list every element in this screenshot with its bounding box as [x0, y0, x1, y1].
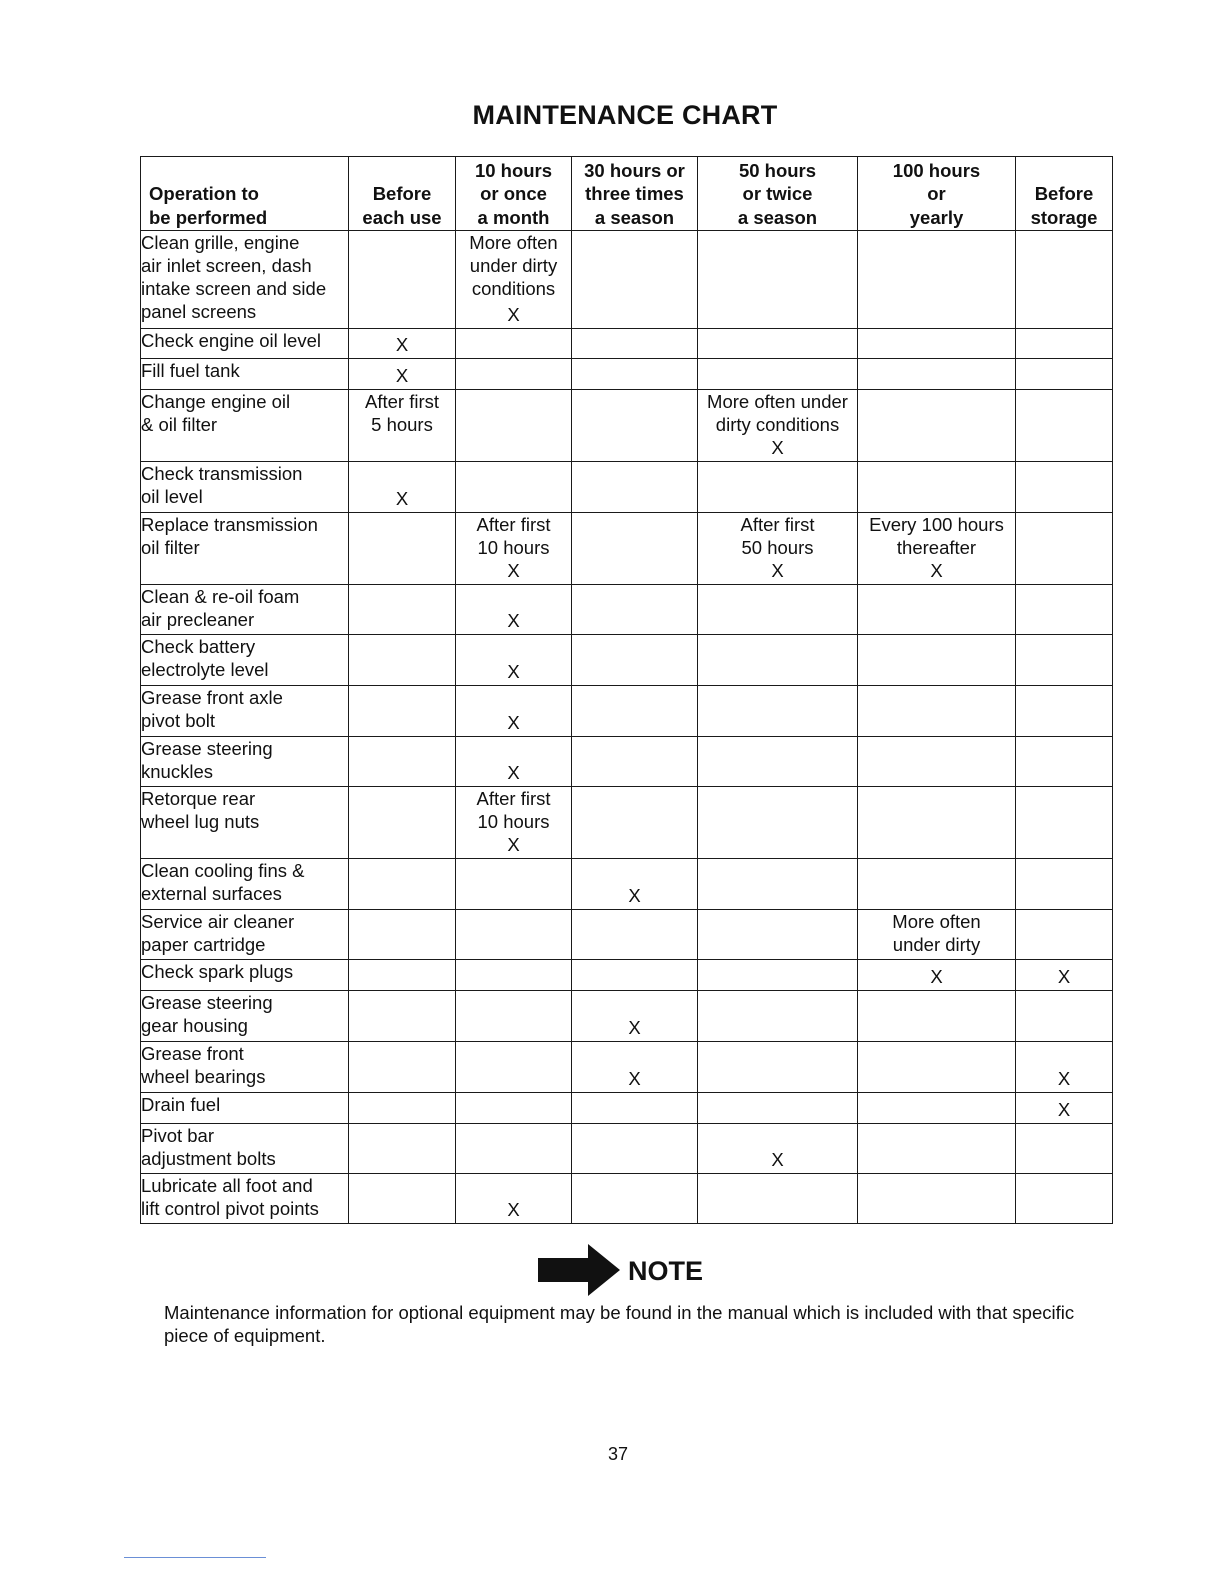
table-row	[141, 513, 1113, 585]
schedule-note-line: 10 hours	[477, 811, 550, 832]
x-mark: X	[395, 334, 409, 355]
x-mark: X	[507, 661, 520, 682]
operation-line: adjustment bolts	[141, 1148, 276, 1169]
table-row	[141, 329, 1113, 359]
schedule-cell	[456, 859, 572, 910]
schedule-cell	[456, 910, 572, 960]
operation-line: Check transmission	[141, 463, 303, 484]
note-label: NOTE	[628, 1256, 704, 1286]
schedule-cell	[1016, 635, 1113, 686]
operation-cell	[141, 1174, 349, 1224]
schedule-cell	[858, 737, 1016, 787]
column-header-line: 50 hours	[738, 159, 817, 181]
table-row	[141, 390, 1113, 462]
schedule-note-line: thereafter	[896, 537, 977, 558]
column-header-line: Before	[372, 183, 432, 204]
schedule-cell	[349, 960, 456, 991]
schedule-cell	[1016, 231, 1113, 329]
operation-line: Check engine oil level	[141, 330, 321, 351]
schedule-cell	[858, 859, 1016, 910]
operation-line: Fill fuel tank	[141, 360, 240, 381]
schedule-cell	[698, 1042, 858, 1093]
schedule-cell	[349, 635, 456, 686]
operation-cell	[141, 859, 349, 910]
table-row	[141, 910, 1113, 960]
column-header-line: a season	[737, 206, 818, 228]
schedule-cell	[1016, 991, 1113, 1042]
schedule-cell	[1016, 1042, 1113, 1093]
schedule-cell	[858, 686, 1016, 737]
schedule-cell	[858, 462, 1016, 513]
operation-line: Service air cleaner	[141, 911, 295, 932]
x-mark: X	[507, 610, 520, 631]
maintenance-chart-table	[140, 156, 1113, 1224]
x-mark: X	[771, 1149, 784, 1170]
table-row	[141, 960, 1113, 991]
page-number: 37	[607, 1444, 629, 1464]
schedule-cell	[698, 910, 858, 960]
schedule-cell	[698, 231, 858, 329]
schedule-cell	[349, 585, 456, 635]
schedule-cell	[858, 1124, 1016, 1174]
schedule-cell	[1016, 359, 1113, 390]
schedule-cell	[572, 1093, 698, 1124]
operation-line: lift control pivot points	[141, 1198, 319, 1219]
table-row	[141, 1042, 1113, 1093]
x-mark: X	[628, 885, 641, 906]
table-row	[141, 462, 1113, 513]
schedule-cell	[456, 1042, 572, 1093]
schedule-note-line: After first	[740, 514, 815, 535]
schedule-note-line: More often	[469, 232, 558, 253]
schedule-cell	[1016, 787, 1113, 859]
schedule-cell	[572, 329, 698, 359]
schedule-cell	[456, 513, 572, 585]
schedule-cell	[1016, 1093, 1113, 1124]
operation-line: knuckles	[141, 761, 213, 782]
table-row	[141, 859, 1113, 910]
schedule-cell	[572, 859, 698, 910]
operation-line: external surfaces	[141, 883, 282, 904]
schedule-cell	[698, 329, 858, 359]
operation-cell	[141, 635, 349, 686]
column-header	[698, 157, 858, 231]
operation-line: electrolyte level	[141, 659, 269, 680]
schedule-cell	[349, 787, 456, 859]
schedule-cell	[698, 960, 858, 991]
operation-cell	[141, 960, 349, 991]
schedule-cell	[572, 359, 698, 390]
schedule-cell	[858, 991, 1016, 1042]
schedule-cell	[1016, 1124, 1113, 1174]
schedule-cell	[698, 787, 858, 859]
schedule-cell	[858, 1093, 1016, 1124]
operation-line: Clean cooling fins &	[141, 860, 305, 881]
schedule-note-line: After first	[364, 391, 439, 412]
column-header	[572, 157, 698, 231]
x-mark: X	[507, 560, 520, 581]
column-header-line: or	[927, 183, 946, 204]
schedule-cell	[456, 635, 572, 686]
schedule-cell	[1016, 513, 1113, 585]
operation-cell	[141, 686, 349, 737]
schedule-cell	[1016, 585, 1113, 635]
operation-line: Grease front axle	[141, 687, 283, 708]
operation-cell	[141, 787, 349, 859]
column-header-line: each use	[362, 206, 442, 228]
operation-cell	[141, 462, 349, 513]
operation-line: wheel bearings	[141, 1066, 266, 1087]
column-header-line: yearly	[909, 206, 964, 228]
operation-line: Replace transmission	[141, 514, 318, 535]
column-header-line: 30 hours or	[584, 159, 685, 181]
x-mark: X	[628, 1017, 641, 1038]
arrow-right-icon	[538, 1242, 622, 1298]
table-row	[141, 231, 1113, 329]
schedule-cell	[456, 686, 572, 737]
schedule-cell	[858, 910, 1016, 960]
x-mark: X	[1057, 1068, 1071, 1089]
operation-line: Clean grille, engine	[141, 232, 300, 253]
schedule-cell	[572, 686, 698, 737]
schedule-cell	[858, 329, 1016, 359]
schedule-note-line: 50 hours	[741, 537, 814, 558]
schedule-note-line: After first	[476, 788, 551, 809]
x-mark: X	[1057, 1099, 1071, 1120]
x-mark: X	[771, 560, 784, 581]
column-header	[141, 157, 349, 231]
schedule-cell	[349, 1174, 456, 1224]
schedule-cell	[1016, 910, 1113, 960]
operation-cell	[141, 991, 349, 1042]
column-header-line: 10 hours	[474, 159, 553, 181]
schedule-cell	[456, 787, 572, 859]
schedule-cell	[1016, 859, 1113, 910]
operation-cell	[141, 910, 349, 960]
schedule-cell	[572, 390, 698, 462]
operation-line: Check spark plugs	[141, 961, 294, 982]
schedule-cell	[456, 991, 572, 1042]
schedule-cell	[456, 231, 572, 329]
operation-cell	[141, 231, 349, 329]
operation-line: Check battery	[141, 636, 256, 657]
operation-line: oil filter	[141, 537, 200, 558]
operation-line: Change engine oil	[141, 391, 291, 412]
column-header	[1016, 157, 1113, 231]
schedule-cell	[1016, 686, 1113, 737]
schedule-cell	[572, 462, 698, 513]
schedule-cell	[572, 1174, 698, 1224]
schedule-note-line: under dirty	[469, 255, 558, 276]
schedule-cell	[858, 513, 1016, 585]
schedule-cell	[698, 635, 858, 686]
column-header-line: be performed	[149, 206, 268, 228]
schedule-cell	[698, 359, 858, 390]
schedule-cell	[1016, 960, 1113, 991]
schedule-note-line: under dirty	[892, 934, 981, 955]
chart-body	[141, 231, 1113, 1224]
column-header-line: a month	[477, 206, 550, 228]
schedule-cell	[456, 329, 572, 359]
operation-line: Grease front	[141, 1043, 244, 1064]
operation-line: air precleaner	[141, 609, 255, 630]
operation-cell	[141, 585, 349, 635]
schedule-cell	[698, 686, 858, 737]
operation-line: Grease steering	[141, 738, 273, 759]
schedule-cell	[349, 991, 456, 1042]
operation-line: Clean & re-oil foam	[141, 586, 300, 607]
column-header-line: or twice	[742, 183, 813, 204]
schedule-cell	[349, 359, 456, 390]
schedule-cell	[572, 991, 698, 1042]
operation-cell	[141, 1093, 349, 1124]
schedule-cell	[858, 359, 1016, 390]
schedule-cell	[349, 231, 456, 329]
schedule-cell	[349, 859, 456, 910]
footer-rule	[124, 1557, 266, 1558]
schedule-cell	[858, 787, 1016, 859]
schedule-cell	[698, 1093, 858, 1124]
schedule-cell	[572, 585, 698, 635]
schedule-cell	[456, 462, 572, 513]
schedule-cell	[572, 1124, 698, 1174]
column-header	[456, 157, 572, 231]
table-row	[141, 991, 1113, 1042]
operation-line: & oil filter	[141, 414, 218, 435]
schedule-cell	[1016, 462, 1113, 513]
schedule-cell	[456, 390, 572, 462]
schedule-cell	[858, 390, 1016, 462]
schedule-cell	[456, 737, 572, 787]
x-mark: X	[507, 834, 520, 855]
schedule-cell	[572, 1042, 698, 1093]
operation-line: Drain fuel	[141, 1094, 221, 1115]
schedule-note-line: More often under	[707, 391, 848, 412]
schedule-cell	[698, 585, 858, 635]
table-row	[141, 359, 1113, 390]
x-mark: X	[507, 762, 520, 783]
schedule-cell	[572, 231, 698, 329]
note-callout	[538, 1242, 738, 1298]
schedule-cell	[572, 910, 698, 960]
x-mark: X	[395, 365, 409, 386]
schedule-note-line: More often	[892, 911, 981, 932]
column-header-line: storage	[1030, 206, 1098, 228]
schedule-cell	[1016, 390, 1113, 462]
schedule-cell	[456, 1093, 572, 1124]
schedule-cell	[349, 329, 456, 359]
x-mark: X	[395, 488, 409, 509]
schedule-cell	[858, 585, 1016, 635]
schedule-note-line: conditions	[471, 278, 556, 299]
schedule-cell	[349, 462, 456, 513]
schedule-cell	[349, 910, 456, 960]
schedule-cell	[456, 585, 572, 635]
operation-line: Retorque rear	[141, 788, 256, 809]
schedule-cell	[858, 1174, 1016, 1224]
x-mark: X	[1057, 966, 1071, 987]
operation-cell	[141, 1042, 349, 1093]
x-mark: X	[628, 1068, 641, 1089]
schedule-cell	[698, 462, 858, 513]
operation-line: oil level	[141, 486, 203, 507]
operation-cell	[141, 390, 349, 462]
column-header-line: or once	[480, 183, 547, 204]
schedule-cell	[698, 1124, 858, 1174]
schedule-note-line: 5 hours	[371, 414, 433, 435]
schedule-cell	[858, 960, 1016, 991]
schedule-cell	[456, 1174, 572, 1224]
x-mark: X	[930, 560, 943, 581]
schedule-note-line: dirty conditions	[715, 414, 840, 435]
column-header-line: three times	[585, 183, 684, 204]
operation-cell	[141, 359, 349, 390]
header-row	[141, 157, 1113, 231]
schedule-cell	[349, 390, 456, 462]
column-header-line: Before	[1034, 183, 1094, 204]
table-row	[141, 686, 1113, 737]
schedule-cell	[1016, 329, 1113, 359]
schedule-cell	[1016, 1174, 1113, 1224]
operation-line: pivot bolt	[141, 710, 216, 731]
schedule-cell	[698, 991, 858, 1042]
operation-line: Grease steering	[141, 992, 273, 1013]
schedule-cell	[349, 737, 456, 787]
operation-line: air inlet screen, dash	[141, 255, 312, 276]
table-row	[141, 635, 1113, 686]
operation-cell	[141, 329, 349, 359]
schedule-cell	[349, 513, 456, 585]
column-header	[858, 157, 1016, 231]
schedule-cell	[572, 960, 698, 991]
x-mark: X	[507, 304, 520, 325]
operation-line: intake screen and side	[141, 278, 327, 299]
x-mark: X	[771, 437, 784, 458]
table-row	[141, 585, 1113, 635]
schedule-cell	[1016, 737, 1113, 787]
schedule-cell	[858, 1042, 1016, 1093]
x-mark: X	[507, 1199, 520, 1220]
operation-line: gear housing	[141, 1015, 248, 1036]
table-row	[141, 1093, 1113, 1124]
table-row	[141, 787, 1113, 859]
schedule-cell	[456, 960, 572, 991]
operation-line: Pivot bar	[141, 1125, 215, 1146]
schedule-cell	[858, 231, 1016, 329]
schedule-cell	[456, 1124, 572, 1174]
schedule-cell	[349, 1093, 456, 1124]
operation-line: panel screens	[141, 301, 257, 322]
operation-line: paper cartridge	[141, 934, 266, 955]
schedule-note-line: 10 hours	[477, 537, 550, 558]
column-header-line: a season	[594, 206, 675, 228]
table-row	[141, 1174, 1113, 1224]
schedule-cell	[572, 513, 698, 585]
operation-cell	[141, 513, 349, 585]
schedule-cell	[698, 390, 858, 462]
schedule-cell	[572, 737, 698, 787]
schedule-cell	[349, 1042, 456, 1093]
schedule-cell	[858, 635, 1016, 686]
column-header-line: 100 hours	[892, 159, 981, 181]
note-text: Maintenance information for optional equipment may be found in the manual which is included with that specific piece of equipment.	[164, 1302, 1075, 1346]
column-header	[349, 157, 456, 231]
page-title: MAINTENANCE CHART	[472, 100, 778, 130]
operation-line: wheel lug nuts	[141, 811, 260, 832]
schedule-cell	[349, 686, 456, 737]
schedule-cell	[349, 1124, 456, 1174]
schedule-cell	[572, 787, 698, 859]
column-header-line: Operation to	[149, 183, 259, 204]
schedule-note-line: Every 100 hours	[869, 514, 1004, 535]
operation-cell	[141, 737, 349, 787]
table-row	[141, 737, 1113, 787]
table-row	[141, 1124, 1113, 1174]
schedule-cell	[698, 737, 858, 787]
schedule-cell	[572, 635, 698, 686]
schedule-cell	[698, 513, 858, 585]
schedule-cell	[456, 359, 572, 390]
x-mark: X	[930, 966, 943, 987]
x-mark: X	[507, 712, 520, 733]
operation-cell	[141, 1124, 349, 1174]
operation-line: Lubricate all foot and	[141, 1175, 313, 1196]
schedule-cell	[698, 1174, 858, 1224]
schedule-cell	[698, 859, 858, 910]
schedule-note-line: After first	[476, 514, 551, 535]
